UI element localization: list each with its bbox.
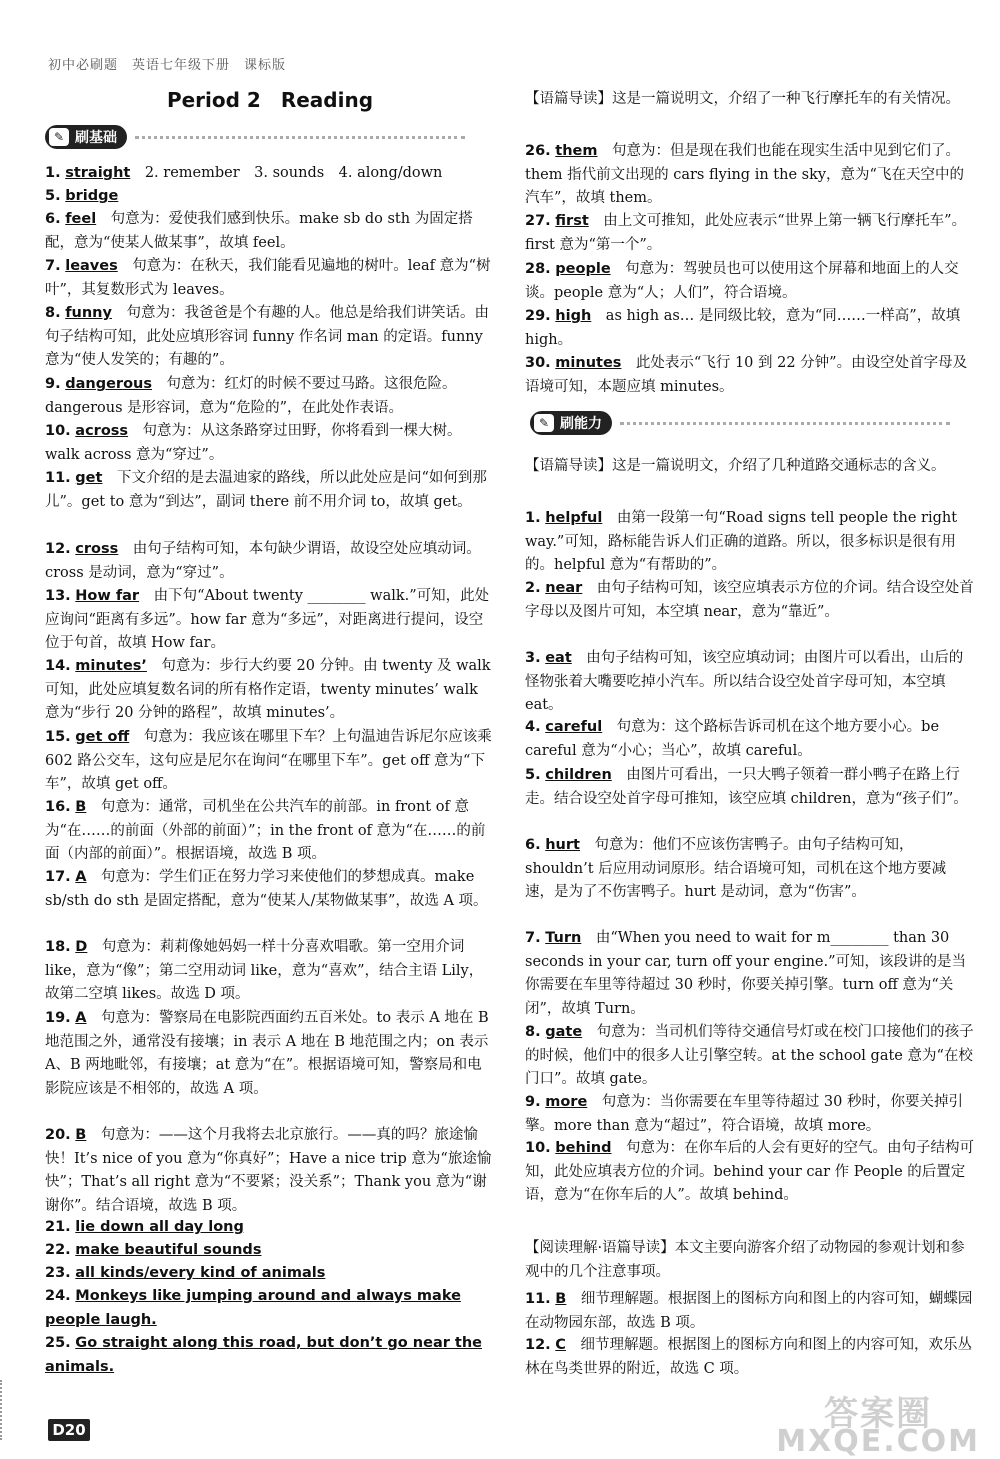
- item-number: 18.: [45, 939, 71, 955]
- margin-rule: [0, 1380, 47, 1440]
- item-answer: people: [555, 261, 611, 277]
- right-item: [525, 1334, 975, 1381]
- item-answer: dangerous: [65, 376, 152, 392]
- right-item: [525, 1021, 975, 1092]
- item-answer: careful: [545, 719, 603, 735]
- item-number: 13.: [45, 588, 71, 604]
- item-number: 16.: [45, 799, 71, 815]
- item-number: 30.: [525, 355, 551, 371]
- right-item: [525, 1137, 975, 1208]
- item-answer: all kinds/every kind of animals: [75, 1265, 326, 1281]
- right-item: [525, 140, 975, 211]
- item-number: 29.: [525, 308, 551, 324]
- left-item: [45, 1124, 495, 1218]
- item-number: 12.: [45, 541, 71, 557]
- item-answer: D: [75, 939, 88, 955]
- badge-divider: [620, 422, 950, 425]
- item-answer: lie down all day long: [75, 1219, 244, 1235]
- item-explanation: 句意为：我应该在哪里下车？上句温迪告诉尼尔应该乘 602 路公交车，这句应是尼尔在询问“在哪里下车”。get off 意为“下车”，故填 get off。: [45, 729, 492, 792]
- badge-divider: [135, 136, 465, 139]
- item-answer: A: [75, 1010, 87, 1026]
- item-number: 6.: [525, 837, 541, 853]
- item-number: 23.: [45, 1265, 71, 1281]
- item-number: 3.: [525, 650, 541, 666]
- item-explanation: 句意为：他们不应该伤害鸭子。由句子结构可知，shouldn’t 后应用动词原形。结合语境可知，司机在这个地方要减速，是为了不伤害鸭子。hurt 是动词，意为“伤害”。: [525, 837, 947, 900]
- item-answer: across: [75, 423, 129, 439]
- left-item: [45, 162, 495, 186]
- left-item: [45, 655, 495, 726]
- item-number: 22.: [45, 1242, 71, 1258]
- basic-badge-label: 刷基础: [75, 130, 117, 146]
- item-explanation: 句意为：通常，司机坐在公共汽车的前部。in front of 意为“在……的前面（外部的前面）”；in the front of 意为“在……的前面（内部的前面）”。根据语境，故选 B 项。: [45, 799, 486, 862]
- right-item: [525, 1237, 975, 1284]
- item-explanation: 细节理解题。根据图上的图标方向和图上的内容可知，蝴蝶园在动物园东部，故选 B 项。: [525, 1291, 973, 1331]
- item-explanation: 句意为：我爸爸是个有趣的人。他总是给我们讲笑话。由句子结构可知，此处应填形容词 funny 作名词 man 的定语。funny 意为“使人发笑的；有趣的”。: [45, 305, 489, 368]
- item-answer: B: [75, 799, 87, 815]
- left-item: [45, 1007, 495, 1101]
- right-item: [525, 764, 975, 811]
- item-answer: straight: [65, 165, 131, 181]
- left-item: [45, 302, 495, 373]
- item-explanation: 【语篇导读】这是一篇说明文，介绍了一种飞行摩托车的有关情况。: [525, 91, 960, 107]
- item-number: 5.: [525, 767, 541, 783]
- item-answer: How far: [75, 588, 140, 604]
- item-explanation: 由句子结构可知，该空应填动词；由图片可以看出，山后的怪物张着大嘴要吃掉小汽车。所以结合设空处首字母可知，本空填 eat。: [525, 650, 964, 713]
- item-answer: Go straight along this road, but don’t go near the animals.: [45, 1335, 483, 1375]
- left-item: [45, 1332, 495, 1379]
- item-answer: get: [75, 470, 103, 486]
- item-number: 21.: [45, 1219, 71, 1235]
- watermark-line1: 答案圈: [824, 1394, 933, 1434]
- item-number: 11.: [525, 1291, 551, 1307]
- item-explanation: 由第一段第一句“Road signs tell people the right way.”可知，路标能告诉人们正确的道路。所以，很多标识是很有用的。helpful 意为“有帮助的”。: [525, 510, 958, 573]
- item-explanation: 句意为：这个路标告诉司机在这个地方要小心。be careful 意为“小心；当心”，故填 careful。: [525, 719, 940, 759]
- item-answer: behind: [555, 1140, 612, 1156]
- item-answer: high: [555, 308, 592, 324]
- right-item: [525, 352, 975, 399]
- item-explanation: 句意为：在你车后的人会有更好的空气。由句子结构可知，此处应填表方位的介词。behind your car 作 People 的后置定语，意为“在你车后的人”。故填 behind。: [525, 1140, 975, 1203]
- item-explanation: 【阅读理解·语篇导读】本文主要向游客介绍了动物园的参观计划和参观中的几个注意事项。: [525, 1240, 965, 1280]
- item-number: 20.: [45, 1127, 71, 1143]
- item-explanation: 句意为：当司机们等待交通信号灯或在校门口接他们的孩子的时候，他们中的很多人让引擎空转。at the school gate 意为“在校门口”。故填 gate。: [525, 1024, 974, 1087]
- item-number: 5.: [45, 188, 61, 204]
- watermark-line2: MXQE.COM: [776, 1424, 980, 1459]
- basic-section-badge: [45, 124, 465, 150]
- item-explanation: 句意为：从这条路穿过田野，你将看到一棵大树。walk across 意为“穿过”。: [45, 423, 462, 463]
- page-header: 初中必刷题 英语七年级下册 课标版: [48, 58, 287, 73]
- left-item: [45, 866, 495, 913]
- page-number: D20: [48, 1419, 90, 1441]
- item-explanation: 句意为：步行大约要 20 分钟。由 twenty 及 walk 可知，此处应填复数名词的所有格作定语，twenty minutes’ walk 意为“步行 20 分钟的路程”，故填 minutes’。: [45, 658, 491, 721]
- left-item: [45, 585, 495, 656]
- item-number: 25.: [45, 1335, 71, 1351]
- right-item: [525, 577, 975, 624]
- item-answer: children: [545, 767, 612, 783]
- watermark-logo: [776, 1394, 980, 1459]
- item-number: 28.: [525, 261, 551, 277]
- right-item: [525, 927, 975, 1021]
- right-item: [525, 507, 975, 578]
- item-answer: first: [555, 213, 589, 229]
- left-item: [45, 538, 495, 585]
- item-explanation: 【语篇导读】这是一篇说明文，介绍了几种道路交通标志的含义。: [525, 458, 946, 474]
- item-answer: eat: [545, 650, 572, 666]
- item-number: 15.: [45, 729, 71, 745]
- item-answer: A: [75, 869, 87, 885]
- item-number: 1.: [525, 510, 541, 526]
- item-answer: feel: [65, 211, 97, 227]
- item-explanation: 句意为：但是现在我们也能在现实生活中见到它们了。them 指代前文出现的 cars flying in the sky，意为“飞在天空中的汽车”，故填 them。: [525, 143, 964, 206]
- item-answer: helpful: [545, 510, 603, 526]
- item-number: 1.: [45, 165, 61, 181]
- item-explanation: 由图片可看出，一只大鸭子领着一群小鸭子在路上行走。结合设空处首字母可推知，该空应填 children，意为“孩子们”。: [525, 767, 968, 807]
- item-answer: hurt: [545, 837, 580, 853]
- item-explanation: 句意为：在秋天，我们能看见遍地的树叶。leaf 意为“树叶”，其复数形式为 leaves。: [45, 258, 491, 298]
- item-answer: Turn: [545, 930, 582, 946]
- item-answer: make beautiful sounds: [75, 1242, 262, 1258]
- item-explanation: 句意为：警察局在电影院西面约五百米处。to 表示 A 地在 B 地范围之外，通常没有接壤；in 表示 A 地在 B 地范围之内；on 表示 A、B 两地毗邻，有接壤；at 意为“在”。根据语境可知，警察局和电影院应该是不相邻的，故选 A 项。: [45, 1010, 489, 1097]
- item-answer: bridge: [65, 188, 119, 204]
- item-explanation: 细节理解题。根据图上的图标方向和图上的内容可知，欢乐丛林在鸟类世界的附近，故选 C 项。: [525, 1337, 972, 1377]
- page-title: Period 2 Reading: [166, 88, 374, 112]
- item-number: 7.: [45, 258, 61, 274]
- item-explanation: 句意为：红灯的时候不要过马路。这很危险。dangerous 是形容词，意为“危险的”，在此处作表语。: [45, 376, 457, 416]
- item-number: 7.: [525, 930, 541, 946]
- book-icon: ✎: [534, 414, 554, 432]
- item-explanation: 句意为：学生们正在努力学习来使他们的梦想成真。make sb/sth do sth 是固定搭配，意为“使某人/某物做某事”，故选 A 项。: [45, 869, 488, 909]
- item-explanation: 句意为：爱使我们感到快乐。make sb do sth 为固定搭配，意为“使某人做某事”，故填 feel。: [45, 211, 473, 251]
- left-item: [45, 936, 495, 1007]
- item-number: 12.: [525, 1337, 551, 1353]
- item-explanation: 句意为：当你需要在车里等待超过 30 秒时，你要关掉引擎。more than 意为“超过”，符合语境，故填 more。: [525, 1094, 963, 1134]
- item-answer: funny: [65, 305, 112, 321]
- item-number: 10.: [45, 423, 71, 439]
- item-number: 14.: [45, 658, 71, 674]
- item-number: 9.: [525, 1094, 541, 1110]
- item-number: 11.: [45, 470, 71, 486]
- right-item: [525, 647, 975, 718]
- book-icon: ✎: [49, 128, 69, 146]
- item-number: 17.: [45, 869, 71, 885]
- item-number: 8.: [45, 305, 61, 321]
- item-answer: near: [545, 580, 583, 596]
- item-explanation: 2. remember 3. sounds 4. along/down: [130, 165, 443, 181]
- item-number: 2.: [525, 580, 541, 596]
- item-answer: leaves: [65, 258, 118, 274]
- item-answer: C: [555, 1337, 566, 1353]
- right-item: [525, 1288, 975, 1335]
- left-item: [45, 1285, 495, 1332]
- right-item: [525, 455, 975, 479]
- item-explanation: as high as… 是同级比较，意为“同……一样高”，故填 high。: [525, 308, 961, 348]
- ability-badge-label: 刷能力: [560, 416, 602, 432]
- right-item: [525, 1091, 975, 1138]
- left-item: [45, 1216, 495, 1240]
- left-item: [45, 255, 495, 302]
- item-explanation: 句意为：——这个月我将去北京旅行。——真的吗？旅途愉快！It’s nice of you 意为“你真好”；Have a nice trip 意为“旅途愉快”；That’s all right 意为“不要紧；没关系”；Thank you 意为“谢谢你”。结合语境，故选 B 项。: [45, 1127, 492, 1214]
- item-answer: more: [545, 1094, 588, 1110]
- item-number: 6.: [45, 211, 61, 227]
- item-number: 9.: [45, 376, 61, 392]
- item-answer: them: [555, 143, 598, 159]
- item-number: 24.: [45, 1288, 71, 1304]
- item-explanation: 句意为：莉莉像她妈妈一样十分喜欢唱歌。第一空用介词 like，意为“像”；第二空用动词 like，意为“喜欢”，结合主语 Lily，故第二空填 likes。故选 D 项。: [45, 939, 484, 1002]
- item-number: 19.: [45, 1010, 71, 1026]
- left-item: [45, 796, 495, 867]
- item-answer: Monkeys like jumping around and always make people laugh.: [45, 1288, 461, 1328]
- item-number: 8.: [525, 1024, 541, 1040]
- left-item: [45, 467, 495, 514]
- item-explanation: 由下句“About twenty ________ walk.”可知，此处应询问“距离有多远”。how far 意为“多远”，对距离进行提问，设空位于句首，故填 How far。: [45, 588, 490, 651]
- right-item: [525, 305, 975, 352]
- item-answer: B: [555, 1291, 567, 1307]
- item-explanation: 下文介绍的是去温迪家的路线，所以此处应是问“如何到那儿”。get to 意为“到达”，副词 there 前不用介词 to，故填 get。: [45, 470, 487, 510]
- item-number: 27.: [525, 213, 551, 229]
- right-item: [525, 210, 975, 257]
- item-explanation: 由句子结构可知，本句缺少谓语，故设空处应填动词。cross 是动词，意为“穿过”。: [45, 541, 481, 581]
- item-answer: B: [75, 1127, 87, 1143]
- left-item: [45, 208, 495, 255]
- left-item: [45, 1239, 495, 1263]
- right-item: [525, 88, 975, 112]
- left-item: [45, 373, 495, 420]
- item-explanation: 此处表示“飞行 10 到 22 分钟”。由设空处首字母及语境可知，本题应填 minutes。: [525, 355, 968, 395]
- item-number: 26.: [525, 143, 551, 159]
- item-explanation: 由上文可推知，此处应表示“世界上第一辆飞行摩托车”。first 意为“第一个”。: [525, 213, 967, 253]
- item-answer: get off: [75, 729, 130, 745]
- left-item: [45, 1262, 495, 1286]
- right-item: [525, 258, 975, 305]
- item-explanation: 由句子结构可知，该空应填表示方位的介词。结合设空处首字母以及图片可知，本空填 near，意为“靠近”。: [525, 580, 974, 620]
- ability-section-badge: [530, 410, 950, 436]
- item-number: 10.: [525, 1140, 551, 1156]
- item-answer: minutes: [555, 355, 622, 371]
- left-item: [45, 726, 495, 797]
- item-answer: gate: [545, 1024, 583, 1040]
- left-item: [45, 185, 495, 209]
- item-explanation: 由“When you need to wait for m________ than 30 seconds in your car, turn off your engine.”可知，该段讲的是当你需要在车里等待超过 30 秒时，你要关掉引擎。turn off 意为“关闭”，故填 Turn。: [525, 930, 967, 1017]
- right-item: [525, 716, 975, 763]
- right-item: [525, 834, 975, 905]
- left-item: [45, 420, 495, 467]
- item-answer: cross: [75, 541, 119, 557]
- item-number: 4.: [525, 719, 541, 735]
- item-explanation: 句意为：驾驶员也可以使用这个屏幕和地面上的人交谈。people 意为“人；人们”，符合语境。: [525, 261, 959, 301]
- item-answer: minutes’: [75, 658, 147, 674]
